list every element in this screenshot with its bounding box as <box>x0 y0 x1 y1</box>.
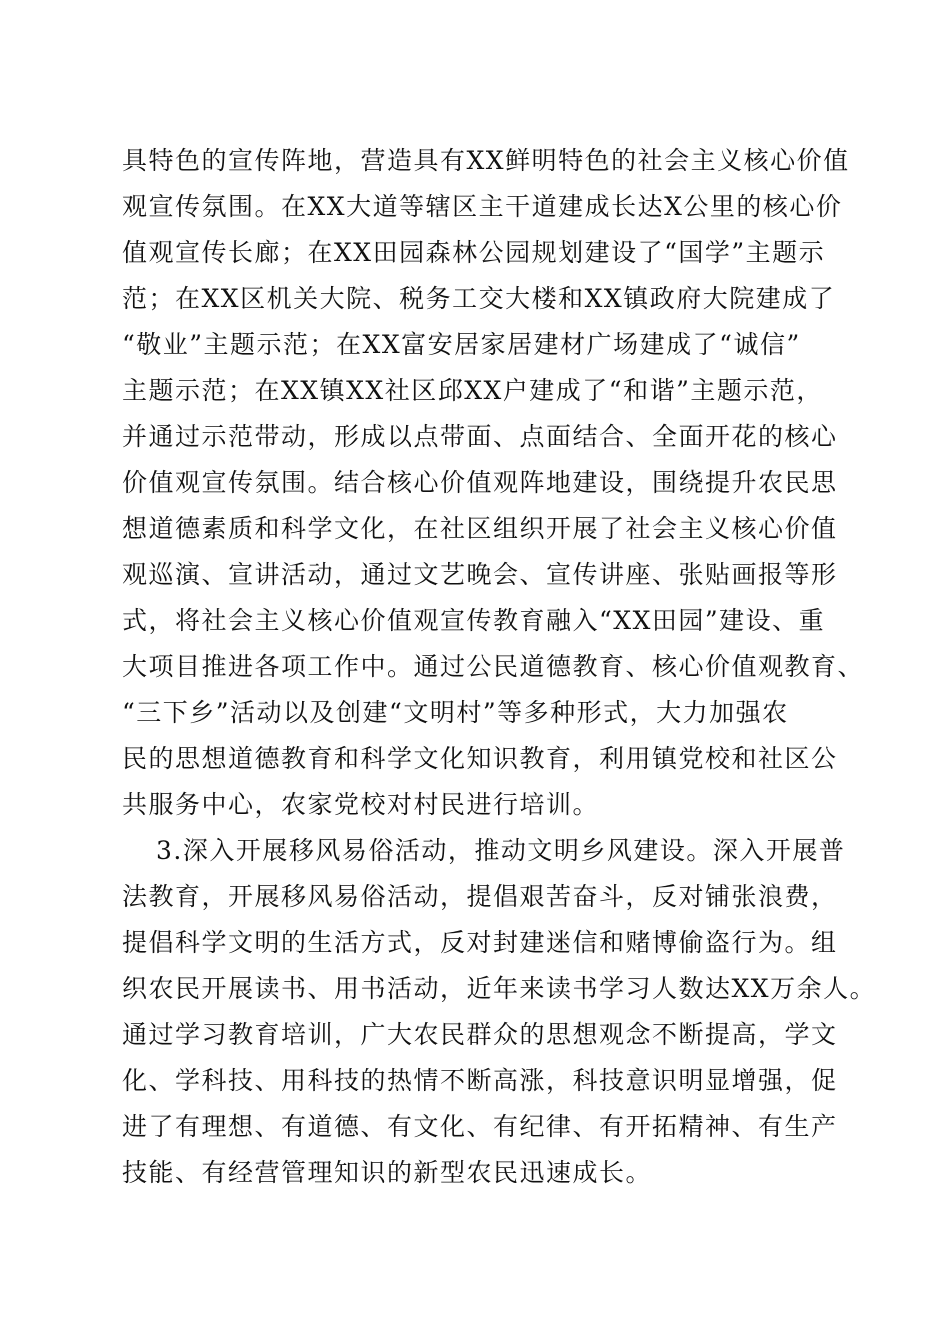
paragraph-1-line: 观宣传氛围。在XX大道等辖区主干道建成长达X公里的核心价 <box>122 192 843 221</box>
paragraph-1-line: 值观宣传长廊；在XX田园森林公园规划建设了“国学”主题示 <box>122 238 826 267</box>
paragraph-1-line: 式，将社会主义核心价值观宣传教育融入“XX田园”建设、重 <box>122 606 826 635</box>
paragraph-1-line: 主题示范；在XX镇XX社区邱XX户建成了“和谐”主题示范， <box>122 376 823 405</box>
paragraph-1-line: 民的思想道德教育和科学文化知识教育，利用镇党校和社区公 <box>122 744 838 773</box>
paragraph-1-line: 价值观宣传氛围。结合核心价值观阵地建设，围绕提升农民思 <box>122 468 838 497</box>
paragraph-1-line: “敬业”主题示范；在XX富安居家居建材广场建成了“诚信” <box>122 330 801 359</box>
paragraph-1-line: 并通过示范带动，形成以点带面、点面结合、全面开花的核心 <box>122 422 838 451</box>
paragraph-1-line: 共服务中心，农家党校对村民进行培训。 <box>122 790 600 819</box>
paragraph-1-line: 大项目推进各项工作中。通过公民道德教育、核心价值观教育、 <box>122 652 865 681</box>
paragraph-2-line: 技能、有经营管理知识的新型农民迅速成长。 <box>122 1158 653 1187</box>
paragraph-1-line: 具特色的宣传阵地，营造具有XX鲜明特色的社会主义核心价值 <box>122 146 850 175</box>
paragraph-2-line: 法教育，开展移风易俗活动，提倡艰苦奋斗，反对铺张浪费， <box>122 882 838 911</box>
paragraph-2-line: 织农民开展读书、用书活动，近年来读书学习人数达XX万余人。 <box>122 974 877 1003</box>
paragraph-1-line: “三下乡”活动以及创建“文明村”等多种形式，大力加强农 <box>122 698 789 727</box>
paragraph-2-line: 化、学科技、用科技的热情不断高涨，科技意识明显增强，促 <box>122 1066 838 1095</box>
paragraph-1-line: 想道德素质和科学文化，在社区组织开展了社会主义核心价值 <box>122 514 838 543</box>
paragraph-2-line: 提倡科学文明的生活方式，反对封建迷信和赌博偷盗行为。组 <box>122 928 838 957</box>
paragraph-2-line: 通过学习教育培训，广大农民群众的思想观念不断提高，学文 <box>122 1020 838 1049</box>
paragraph-1-line: 观巡演、宣讲活动，通过文艺晚会、宣传讲座、张贴画报等形 <box>122 560 838 589</box>
paragraph-2-line: 3.深入开展移风易俗活动，推动文明乡风建设。深入开展普 <box>156 836 846 865</box>
paragraph-1-line: 范；在XX区机关大院、税务工交大楼和XX镇政府大院建成了 <box>122 284 836 313</box>
paragraph-2-line: 进了有理想、有道德、有文化、有纪律、有开拓精神、有生产 <box>122 1112 838 1141</box>
